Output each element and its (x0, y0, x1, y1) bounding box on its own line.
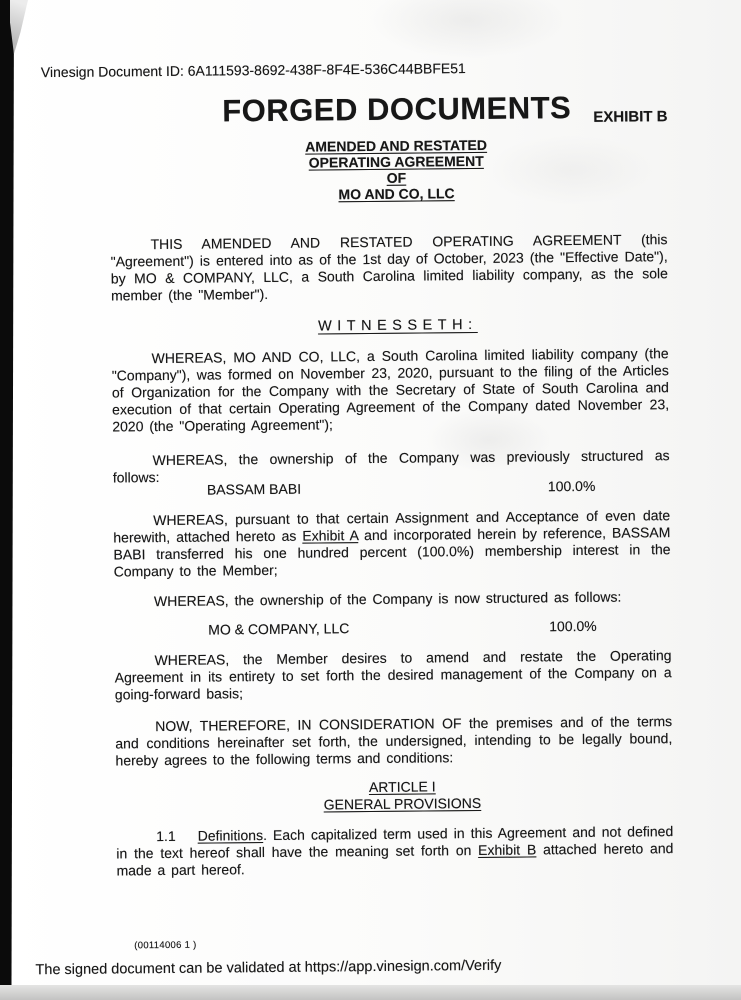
vinesign-validation-line: The signed document can be validated at https://app.vinesign.com/Verify (35, 957, 502, 979)
whereas-previous-ownership-line: WHEREAS, the ownership of the Company was previously structured as follows: (112, 447, 670, 486)
whereas-amend-paragraph: WHEREAS, the Member desires to amend and restate the Operating Agreement in its entirety to set forth the desired management of the Company on a going-forward basis; (114, 647, 672, 703)
title-line-3: OF (386, 169, 407, 186)
intro-paragraph: THIS AMENDED AND RESTATED OPERATING AGREEMENT (this "Agreement") is entered into as of the 1st day of October, 2023 (the "Effective Date"), by MO & COMPANY, LLC, a South Carolina limited liability company, as the sole member (the "Member"). (110, 231, 668, 304)
title-line-2: OPERATING AGREEMENT (308, 152, 484, 171)
owner-percent: 100.0% (547, 477, 596, 495)
article-i-heading (124, 776, 681, 814)
article-heading-line-2: GENERAL PROVISIONS (323, 794, 482, 812)
whereas-now-ownership-line: WHEREAS, the ownership of the Company is now structured as follows: (153, 588, 622, 610)
whereas-formation-paragraph: WHEREAS, MO AND CO, LLC, a South Carolina limited liability company (the "Company"), was formed on November 23, 2020, pursuant to the filing of the Articles of Organization for the Company with the Secretary of State of South Carolina and execution of that certain Operating Agreement of the Company dated November 23, 2020 (the "Operating Agreement"); (111, 345, 670, 435)
article-heading-line-1: ARTICLE I (368, 778, 436, 796)
title-line-4: MO AND CO, LLC (338, 185, 455, 203)
owner-percent: 100.0% (549, 617, 597, 635)
ownership-row-now (114, 617, 671, 640)
title-line-1: AMENDED AND RESTATED (305, 136, 488, 155)
forged-documents-stamp-wrap (118, 89, 675, 130)
forged-documents-stamp: FORGED DOCUMENTS (222, 90, 572, 129)
exhibit-b-label: EXHIBIT B (593, 108, 668, 126)
witnesseth-heading-wrap (119, 314, 676, 337)
section-1-1-definitions: 1.1 Definitions. Each capitalized term used in this Agreement and not defined in the text hereof shall have the meaning set forth on Exhibit B attached hereto and made a part hereof. (116, 823, 674, 879)
whereas-assignment-paragraph: WHEREAS, pursuant to that certain Assignment and Acceptance of even date herewith, attached hereto as Exhibit A and incorporated herein by reference, BASSAM BABI transferred his one hundred percent (100.0%) membership interest in the Company to the Member; (113, 507, 671, 580)
witnesseth-heading: WITNESSETH: (317, 316, 478, 335)
now-therefore-paragraph: NOW, THEREFORE, IN CONSIDERATION OF the premises and of the terms and conditions hereinafter set forth, the undersigned, intending to be legally bound, hereby agrees to the following terms and conditions: (115, 713, 673, 769)
vinesign-document-id: Vinesign Document ID: 6A111593-8692-438F-8F4E-536C44BBFE51 (40, 60, 466, 81)
footer-reference-number: (00114006 1 ) (134, 939, 197, 952)
owner-name: MO & COMPANY, LLC (208, 620, 350, 638)
document-title (118, 135, 676, 204)
owner-name: BASSAM BABI (206, 480, 302, 498)
